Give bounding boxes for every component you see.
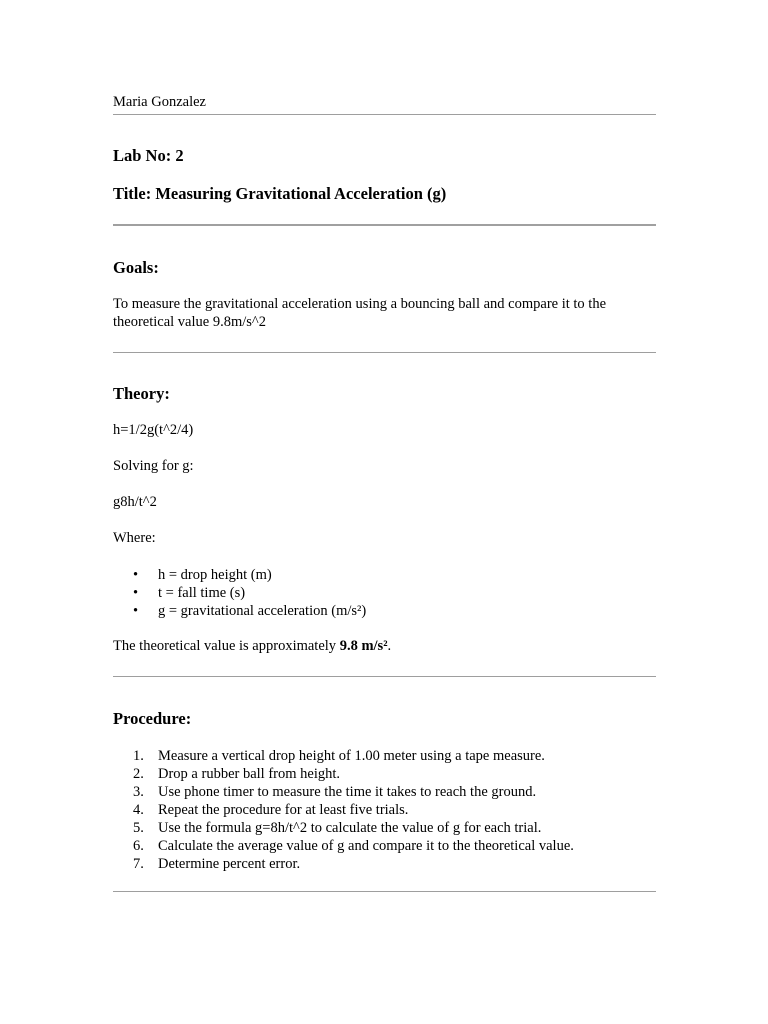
- lab-title: Title: Measuring Gravitational Acceleration (g): [113, 184, 447, 203]
- goals-text: To measure the gravitational acceleration using a bouncing ball and compare it to the theoretical value 9.8m/s^2: [113, 296, 607, 330]
- theoretical-value: 9.8 m/s²: [339, 638, 388, 654]
- lab-number: Lab No: 2: [113, 146, 184, 165]
- step-text: Determine percent error.: [158, 856, 301, 872]
- list-item: [113, 566, 366, 584]
- procedure-steps-list: [113, 747, 574, 873]
- step-text: Drop a rubber ball from height.: [158, 766, 341, 782]
- step-number: 4.: [133, 802, 144, 818]
- step-number: 5.: [133, 820, 144, 836]
- procedure-divider: [113, 891, 656, 892]
- step-number: 1.: [133, 748, 144, 764]
- theory-where-label: Where:: [113, 530, 156, 546]
- step-text: Repeat the procedure for at least five trials.: [158, 802, 409, 818]
- theory-divider: [113, 676, 656, 677]
- list-item: [113, 801, 574, 819]
- bullet-icon: •: [133, 567, 139, 583]
- variable-definitions-list: [113, 566, 366, 620]
- list-item: [113, 765, 574, 783]
- step-number: 2.: [133, 766, 144, 782]
- procedure-heading: Procedure:: [113, 709, 192, 728]
- definition-text: h = drop height (m): [158, 567, 272, 583]
- list-item: [113, 783, 574, 801]
- step-text: Measure a vertical drop height of 1.00 meter using a tape measure.: [158, 748, 545, 764]
- list-item: [113, 837, 574, 855]
- header-divider: [113, 114, 656, 115]
- theory-solving-label: Solving for g:: [113, 458, 194, 474]
- step-text: Use the formula g=8h/t^2 to calculate the value of g for each trial.: [158, 820, 542, 836]
- step-text: Calculate the average value of g and compare it to the theoretical value.: [158, 838, 574, 854]
- theoretical-suffix: .: [387, 638, 392, 654]
- list-item: [113, 584, 366, 602]
- list-item: [113, 747, 574, 765]
- bullet-icon: •: [133, 603, 139, 619]
- step-number: 6.: [133, 838, 144, 854]
- theory-formula: h=1/2g(t^2/4): [113, 422, 194, 438]
- author-name: Maria Gonzalez: [113, 94, 206, 110]
- title-divider: [113, 224, 656, 226]
- list-item: [113, 602, 366, 620]
- goals-divider: [113, 352, 656, 353]
- theoretical-prefix: The theoretical value is approximately: [113, 638, 340, 654]
- definition-text: t = fall time (s): [158, 585, 246, 601]
- list-item: [113, 855, 574, 873]
- step-text: Use phone timer to measure the time it takes to reach the ground.: [158, 784, 537, 800]
- bullet-icon: •: [133, 585, 139, 601]
- list-item: [113, 819, 574, 837]
- theory-heading: Theory:: [113, 384, 170, 403]
- step-number: 3.: [133, 784, 144, 800]
- theoretical-value-sentence: [113, 638, 656, 656]
- definition-text: g = gravitational acceleration (m/s²): [158, 603, 367, 619]
- goals-heading: Goals:: [113, 258, 159, 277]
- theory-solved-formula: g8h/t^2: [113, 494, 157, 510]
- step-number: 7.: [133, 856, 144, 872]
